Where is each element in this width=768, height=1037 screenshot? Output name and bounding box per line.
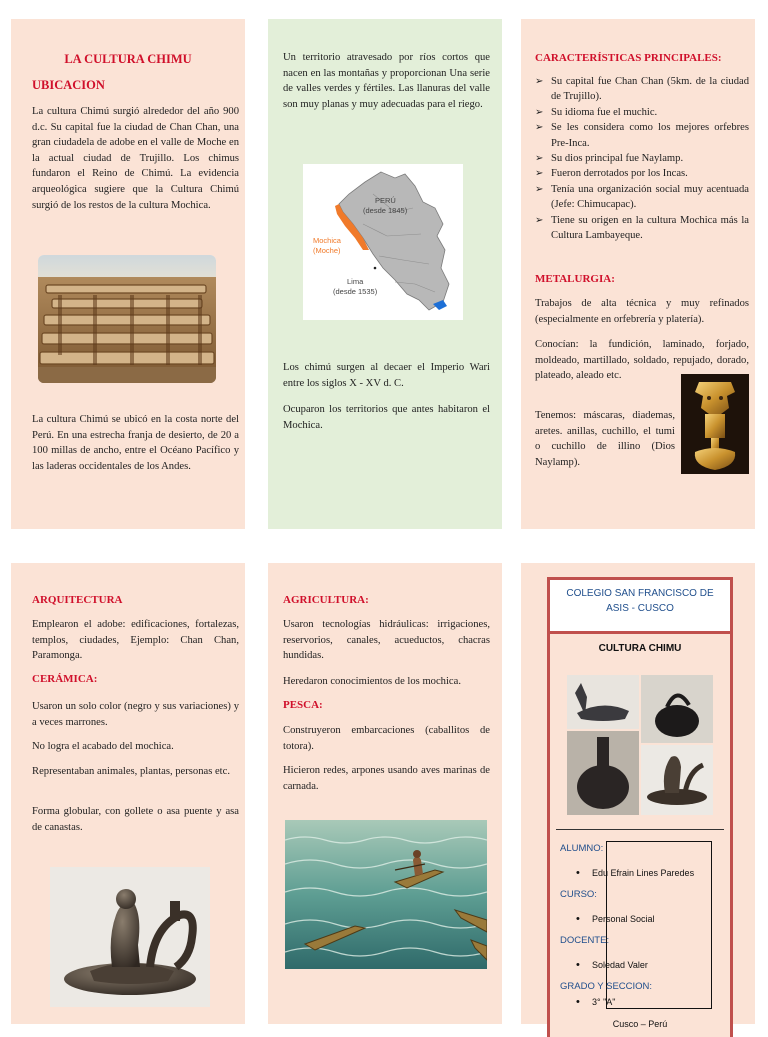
metalurgia-paragraph-1: Trabajos de alta técnica y muy refinados (especialmente en orfebrería y platería). (535, 298, 749, 325)
ubicacion-paragraph-1: La cultura Chimú surgió alrededor del año 900 d.c. Su capital fue la ciudad de Chan Chan, una gran ciudadela de adobe en el valle de Moche en la actual ciudad de Trujillo. Los chimus fundaron el Reino de Chimú. La evidencia arqueológica sugiere que la Cultura Chimú surgió de los restos de la cultura Mochica. (32, 106, 239, 211)
arquitectura-heading: ARQUITECTURA (32, 594, 123, 606)
map-label-peru: PERÚ (375, 196, 396, 205)
grado-value: • 3° "A" (592, 997, 616, 1007)
curso-label: CURSO: (560, 889, 597, 900)
panel-territorio (268, 19, 502, 529)
arquitectura-paragraph: Emplearon el adobe: edificaciones, fortalezas, templos, ciudades, Ejemplo: Chan Chan, Paramonga. (32, 619, 239, 662)
curso-value: • Personal Social (592, 914, 655, 924)
ceramic-vessel-photo (50, 867, 210, 1007)
school-box (550, 580, 730, 634)
map-label-mochica: Mochica (313, 236, 341, 245)
alumno-label: ALUMNO: (560, 843, 604, 854)
metalurgia-paragraph-3: Tenemos: máscaras, diademas, aretes. anillas, cuchillo, el tumi o cuchillo de illino (Dios Naylamp). (535, 410, 675, 468)
metalurgia-heading: METALURGIA: (535, 273, 615, 285)
caballitos-de-totora-photo (285, 820, 487, 969)
school-name: COLEGIO SAN FRANCISCO DE ASIS - CUSCO (566, 588, 714, 614)
mochica-territory-paragraph: Ocuparon los territorios que antes habitaron el Mochica. (283, 404, 490, 431)
grado-label: GRADO Y SECCION: (560, 981, 653, 992)
metalurgia-paragraph-2: Conocían: la fundición, laminado, forjado, moldeado, martillado, soldado, repujado, dorado, plateado, aleado etc. (535, 339, 749, 382)
panel-cover (521, 563, 755, 1029)
ceramic-gallery (567, 675, 713, 815)
chan-chan-photo (38, 255, 216, 383)
ceramica-paragraph-1: Usaron un solo color (negro y sus variaciones) y a veces marrones. (32, 701, 239, 728)
panel-caracteristicas (521, 19, 755, 529)
alumno-value: • Edu Efrain Lines Paredes (592, 868, 694, 878)
list-item: ➢ Su idioma fue el muchic. (521, 105, 749, 120)
docente-value: • Soledad Valer (592, 960, 648, 970)
tumi-photo (681, 374, 749, 474)
caracteristicas-list (521, 74, 749, 243)
peru-map (303, 164, 463, 320)
map-label-mochica-alt: (Moche) (313, 246, 341, 255)
pesca-paragraph-2: Hicieron redes, arpones usando aves marinas de carnada. (283, 765, 490, 792)
list-item: ➢ Fueron derrotados por los Incas. (521, 166, 749, 181)
territorio-paragraph: Un territorio atravesado por ríos cortos que nacen en las montañas y proporcionan Una serie de valles verdes y fértiles. Las llanuras del valle son muy planas y muy adecuadas para el riego. (283, 52, 490, 110)
page-title: LA CULTURA CHIMU (64, 52, 192, 66)
panel-arquitectura (11, 563, 245, 1024)
ubicacion-paragraph-2: La cultura Chimú se ubicó en la costa norte del Perú. En una estrecha franja de desierto, de 20 a 100 millas de ancho, entre el Océano Pacífico y las laderas occidentales de los Andes. (32, 414, 239, 472)
map-label-lima-date: (desde 1535) (333, 287, 378, 296)
map-label-lima: Lima (347, 277, 364, 286)
list-item: ➢ Tenía una organización social muy acentuada (Jefe: Chimucapac). (521, 182, 749, 213)
docente-label: DOCENTE: (560, 935, 610, 946)
panel-ubicacion (11, 19, 245, 529)
ceramica-paragraph-2: No logra el acabado del mochica. (32, 741, 174, 752)
agricultura-paragraph-2: Heredaron conocimientos de los mochica. (283, 676, 461, 687)
map-label-peru-date: (desde 1845) (363, 206, 408, 215)
list-item: ➢ Tiene su origen en la cultura Mochica más la Cultura Lambayeque. (521, 213, 749, 244)
divider-line (556, 829, 724, 830)
list-item: ➢ Su capital fue Chan Chan (5km. de la ciudad de Trujillo). (521, 74, 749, 105)
cover-footer: Cusco – Perú (612, 1019, 668, 1029)
cover-subtitle: CULTURA CHIMU (598, 643, 682, 654)
ceramica-heading: CERÁMICA: (32, 673, 98, 685)
pesca-paragraph-1: Construyeron embarcaciones (caballitos de totora). (283, 725, 490, 752)
agricultura-paragraph-1: Usaron tecnologías hidráulicas: irrigaciones, reservorios, canales, acueductos, chacras hundidas. (283, 619, 490, 662)
pesca-heading: PESCA: (283, 699, 323, 711)
list-item: ➢ Su dios principal fue Naylamp. (521, 151, 749, 166)
cover-frame (547, 577, 733, 1037)
agricultura-heading: AGRICULTURA: (283, 594, 369, 606)
ceramica-paragraph-3: Representaban animales, plantas, personas etc. (32, 766, 230, 777)
ubicacion-heading: UBICACION (32, 78, 105, 92)
panel-agricultura (268, 563, 502, 1024)
caracteristicas-heading: CARACTERÍSTICAS PRINCIPALES: (535, 52, 722, 64)
list-item: ➢ Se les considera como los mejores orfebres Pre-Inca. (521, 120, 749, 151)
wari-paragraph: Los chimú surgen al decaer el Imperio Wari entre los siglos X - XV d. C. (283, 362, 490, 389)
ceramica-paragraph-4: Forma globular, con gollete o asa puente y asa de canastas. (32, 806, 239, 833)
